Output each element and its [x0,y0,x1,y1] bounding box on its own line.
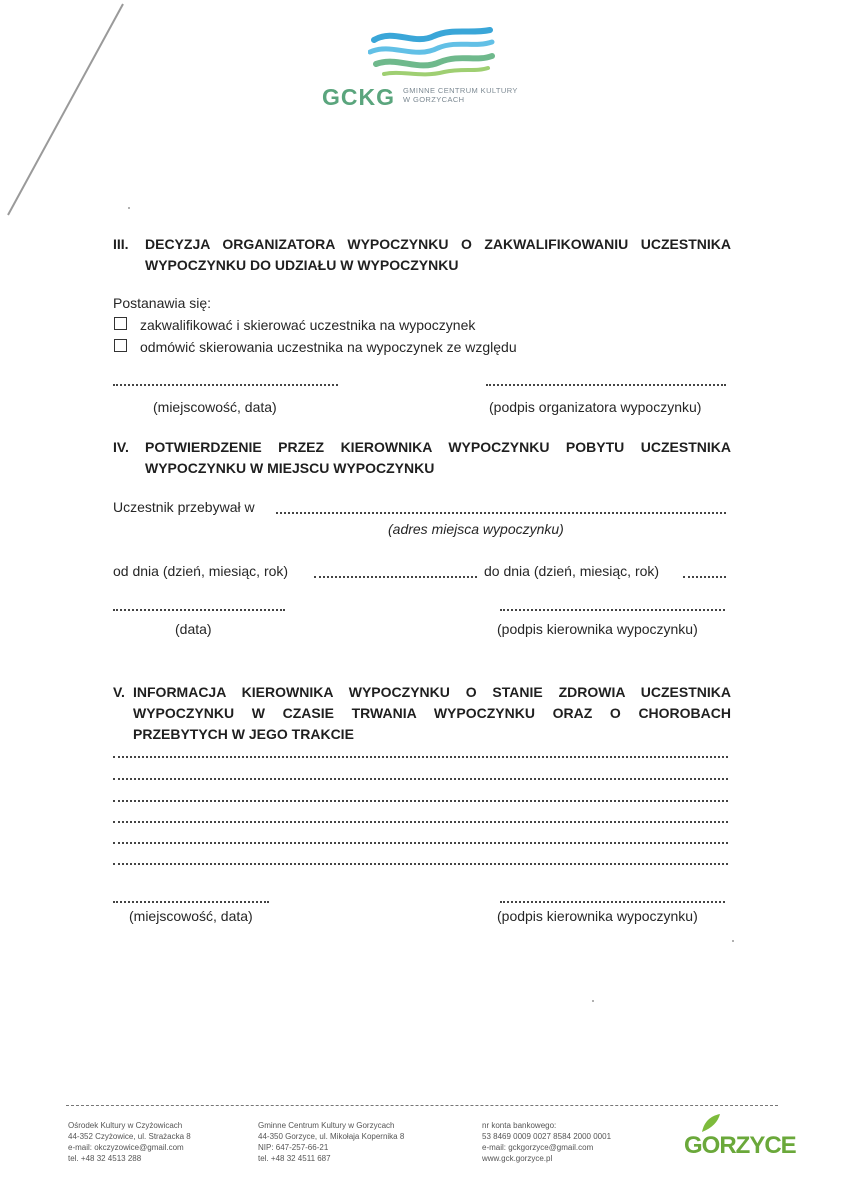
leaf-icon [696,1112,726,1134]
logo-letters: GCKG [322,84,395,110]
scan-speck [128,207,130,209]
place-date-field-2[interactable] [113,901,269,903]
logo-subtitle: GMINNE CENTRUM KULTURY W GORZYCACH [403,86,518,104]
to-date-field[interactable] [683,576,726,578]
from-date-field[interactable] [314,576,477,578]
gorzyce-logo-text: GORZYCE [684,1132,796,1159]
section-3-heading: III. DECYZJA ORGANIZATORA WYPOCZYNKU O ZAKWALIFIKOWANIU UCZESTNIKA WYPOCZYNKU DO UDZIAŁU W WYPOCZYNKU [113,236,731,273]
health-info-line-1[interactable] [113,756,728,758]
gckg-logo [318,26,548,112]
date-caption: (data) [175,621,212,637]
stay-location-label: Uczestnik przebywał w [113,499,255,515]
stay-address-field[interactable] [276,512,726,514]
section-4-heading: IV. POTWIERDZENIE PRZEZ KIEROWNIKA WYPOCZYNKU POBYTU UCZESTNIKA WYPOCZYNKU W MIEJSCU WYPOCZYNKU [113,439,731,476]
qualify-checkbox[interactable] [114,317,127,330]
footer-col-gorzyce: Gminne Centrum Kultury w Gorzycach 44-350 Gorzyce, ul. Mikołaja Kopernika 8 NIP: 647-257-66-21 tel. +48 32 4511 687 [258,1121,405,1163]
organizer-signature-caption: (podpis organizatora wypoczynku) [489,399,702,415]
to-date-label: do dnia (dzień, miesiąc, rok) [484,563,660,579]
place-date-caption-2: (miejscowość, data) [129,908,253,924]
footer-divider [66,1105,778,1106]
place-date-field[interactable] [113,384,338,386]
health-info-line-3[interactable] [113,800,728,802]
health-info-line-6[interactable] [113,863,728,865]
waves-logo-icon [368,26,496,82]
scan-corner-fold [0,0,130,230]
address-hint: (adres miejsca wypoczynku) [388,521,564,537]
refuse-option-label: odmówić skierowania uczestnika na wypoczynek ze względu [140,339,517,355]
manager-signature-caption-1: (podpis kierownika wypoczynku) [497,621,698,637]
refuse-checkbox[interactable] [114,339,127,352]
health-info-line-2[interactable] [113,778,728,780]
footer-col-bank: nr konta bankowego: 53 8469 0009 0027 8584 2000 0001 e-mail: gckgorzyce@gmail.com www.gck.gorzyce.pl [482,1121,612,1163]
manager-signature-field-1[interactable] [500,609,725,611]
scan-speck [732,940,734,942]
qualify-option-label: zakwalifikować i skierować uczestnika na wypoczynek [140,317,476,333]
organizer-signature-field[interactable] [486,384,726,386]
place-date-caption: (miejscowość, data) [153,399,277,415]
postanawia-label: Postanawia się: [113,295,212,311]
health-info-line-4[interactable] [113,821,728,823]
section-5-heading: V. INFORMACJA KIEROWNIKA WYPOCZYNKU O STANIE ZDROWIA UCZESTNIKA WYPOCZYNKU W CZASIE TRWANIA WYPOCZYNKU ORAZ O CHOROBACH PRZEBYTYCH W JEGO TRAKCIE [113,684,731,742]
from-date-label: od dnia (dzień, miesiąc, rok) [113,563,289,579]
scan-speck [592,1000,594,1002]
manager-signature-field-2[interactable] [500,901,725,903]
footer-col-czyzowice: Ośrodek Kultury w Czyżowicach 44-352 Czyżowice, ul. Strażacka 8 e-mail: okczyzowice@gmail.com tel. +48 32 4513 288 [68,1121,191,1163]
gorzyce-footer-logo [676,1112,796,1164]
manager-signature-caption-2: (podpis kierownika wypoczynku) [497,908,698,924]
date-field[interactable] [113,609,285,611]
health-info-line-5[interactable] [113,842,728,844]
